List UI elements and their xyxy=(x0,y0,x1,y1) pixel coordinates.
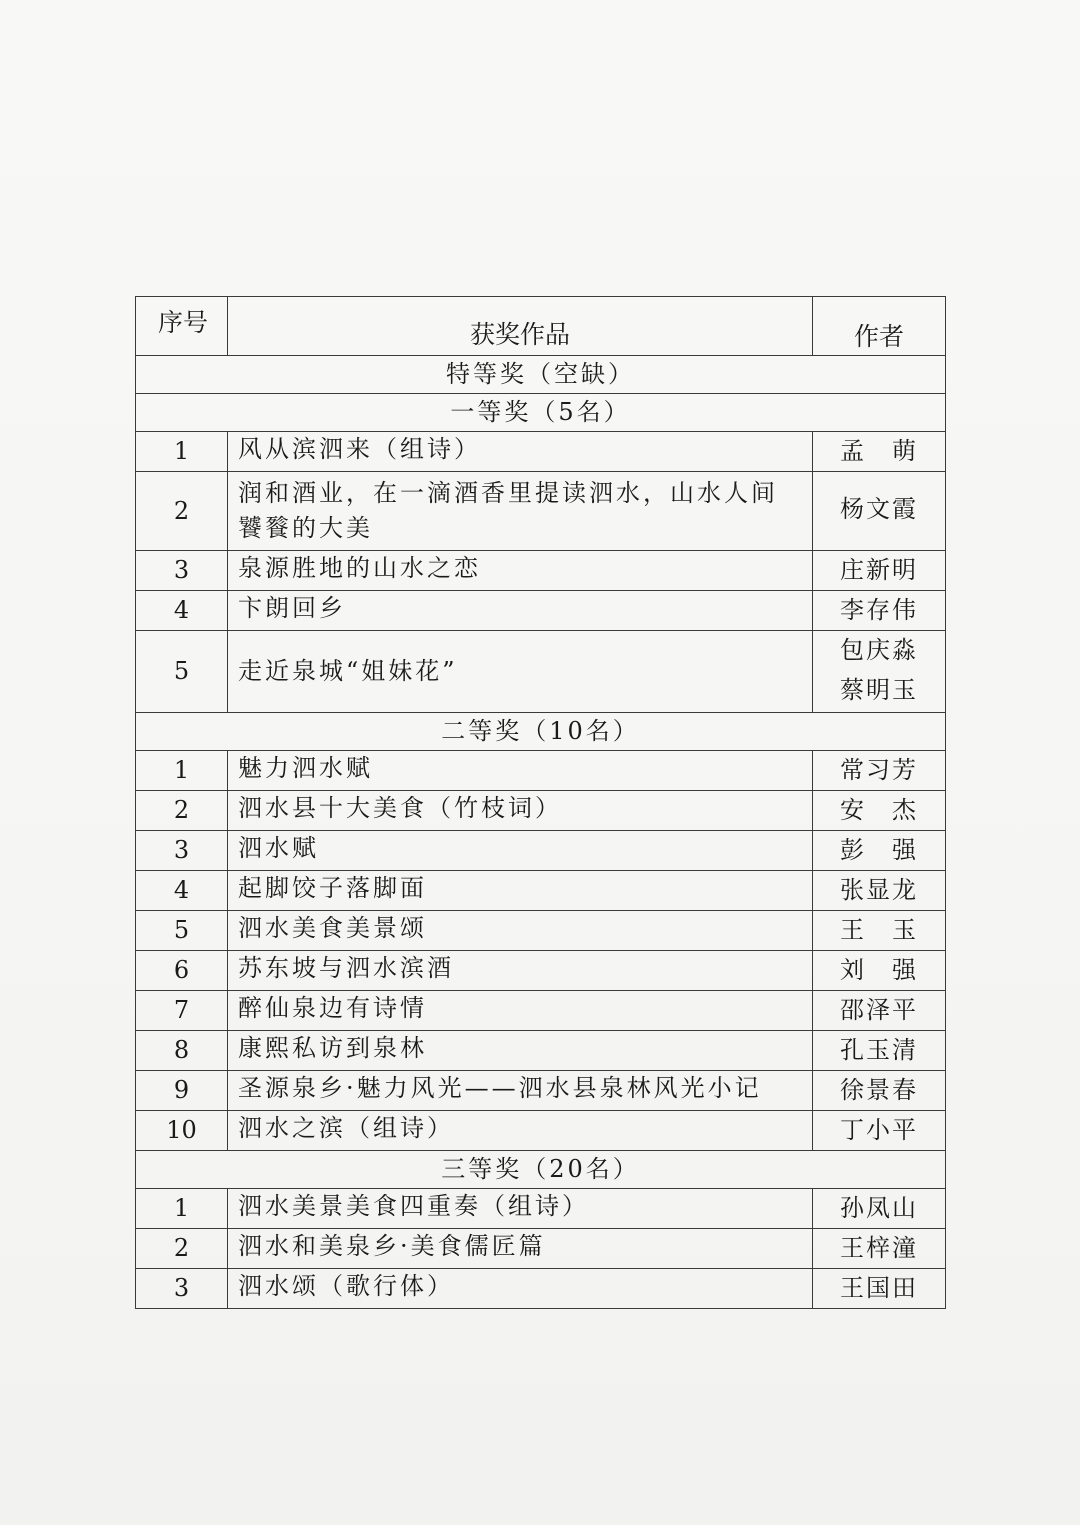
work-title: 风从滨泗来（组诗） xyxy=(228,432,813,472)
author-name: 孔玉清 xyxy=(840,1036,918,1065)
author-cell xyxy=(813,951,946,991)
table-row xyxy=(136,1071,946,1111)
author-cell xyxy=(813,1269,946,1309)
row-number: 3 xyxy=(136,551,228,591)
row-number: 2 xyxy=(136,791,228,831)
row-number: 1 xyxy=(136,751,228,791)
author-name: 常习芳 xyxy=(840,756,918,785)
table-row xyxy=(136,551,946,591)
work-title: 泗水县十大美食（竹枝词） xyxy=(228,791,813,831)
table-row xyxy=(136,1031,946,1071)
author-cell xyxy=(813,1111,946,1151)
work-title: 泗水颂（歌行体） xyxy=(228,1269,813,1309)
row-number: 9 xyxy=(136,1071,228,1111)
author-name: 杨文霞 xyxy=(840,495,918,524)
author-cell xyxy=(813,551,946,591)
work-title: 醉仙泉边有诗情 xyxy=(228,991,813,1031)
header-col-no: 序号 xyxy=(136,297,228,356)
author-cell xyxy=(813,791,946,831)
work-title: 泗水赋 xyxy=(228,831,813,871)
author-name: 王 玉 xyxy=(840,916,918,945)
author-name: 包庆淼 xyxy=(840,636,918,664)
work-title: 起脚饺子落脚面 xyxy=(228,871,813,911)
table-row xyxy=(136,631,946,713)
table-header-row xyxy=(136,297,946,356)
author-cell xyxy=(813,831,946,871)
author-name: 王国田 xyxy=(840,1274,918,1303)
table-row xyxy=(136,951,946,991)
table-row xyxy=(136,1269,946,1309)
author-name: 孟 萌 xyxy=(840,437,918,466)
author-name: 安 杰 xyxy=(840,796,918,825)
header-col-author: 作者 xyxy=(813,297,946,356)
author-name: 邵泽平 xyxy=(840,996,918,1025)
row-number: 7 xyxy=(136,991,228,1031)
row-number: 4 xyxy=(136,591,228,631)
work-title: 魅力泗水赋 xyxy=(228,751,813,791)
award-table xyxy=(135,296,946,1309)
author-name: 王梓潼 xyxy=(840,1234,918,1263)
author-name: 庄新明 xyxy=(840,556,918,585)
row-number: 4 xyxy=(136,871,228,911)
author-cell xyxy=(813,1229,946,1269)
author-cell xyxy=(813,591,946,631)
author-name: 张显龙 xyxy=(840,876,918,905)
author-name: 刘 强 xyxy=(840,956,918,985)
row-number: 5 xyxy=(136,911,228,951)
author-name: 李存伟 xyxy=(840,596,918,625)
author-name: 徐景春 xyxy=(840,1076,918,1105)
author-cell xyxy=(813,432,946,472)
row-number: 3 xyxy=(136,831,228,871)
row-number: 1 xyxy=(136,432,228,472)
table-row xyxy=(136,791,946,831)
table-row xyxy=(136,911,946,951)
table-row xyxy=(136,1189,946,1229)
category-row xyxy=(136,394,946,432)
author-name: 孙凤山 xyxy=(840,1194,918,1223)
author-cell xyxy=(813,472,946,551)
author-cell xyxy=(813,911,946,951)
author-name: 丁小平 xyxy=(840,1116,918,1145)
table-row xyxy=(136,432,946,472)
work-title: 泗水之滨（组诗） xyxy=(228,1111,813,1151)
author-cell xyxy=(813,1071,946,1111)
work-title: 康熙私访到泉林 xyxy=(228,1031,813,1071)
category-row xyxy=(136,713,946,751)
work-title: 泗水和美泉乡·美食儒匠篇 xyxy=(228,1229,813,1269)
author-cell xyxy=(813,1031,946,1071)
table-row xyxy=(136,871,946,911)
work-title: 润和酒业，在一滴酒香里提读泗水，山水人间饕餮的大美 xyxy=(228,472,813,551)
table-row xyxy=(136,591,946,631)
work-title: 圣源泉乡·魅力风光——泗水县泉林风光小记 xyxy=(228,1071,813,1111)
table-body xyxy=(136,356,946,1309)
table-row xyxy=(136,751,946,791)
row-number: 2 xyxy=(136,1229,228,1269)
table-row xyxy=(136,1111,946,1151)
row-number: 5 xyxy=(136,631,228,713)
row-number: 1 xyxy=(136,1189,228,1229)
work-title: 卞朗回乡 xyxy=(228,591,813,631)
work-title: 走近泉城“姐妹花” xyxy=(228,631,813,713)
table-row xyxy=(136,472,946,551)
table-row xyxy=(136,991,946,1031)
category-title: 一等奖（5名） xyxy=(136,394,946,432)
row-number: 10 xyxy=(136,1111,228,1151)
category-title: 二等奖（10名） xyxy=(136,713,946,751)
work-title: 泉源胜地的山水之恋 xyxy=(228,551,813,591)
category-row xyxy=(136,1151,946,1189)
category-row xyxy=(136,356,946,394)
author-cell xyxy=(813,631,946,713)
author-cell xyxy=(813,991,946,1031)
row-number: 8 xyxy=(136,1031,228,1071)
category-title: 特等奖（空缺） xyxy=(136,356,946,394)
author-cell xyxy=(813,871,946,911)
author-cell xyxy=(813,751,946,791)
author-name: 彭 强 xyxy=(840,836,918,865)
table-row xyxy=(136,831,946,871)
category-title: 三等奖（20名） xyxy=(136,1151,946,1189)
author-cell xyxy=(813,1189,946,1229)
work-title: 苏东坡与泗水滨酒 xyxy=(228,951,813,991)
work-title: 泗水美景美食四重奏（组诗） xyxy=(228,1189,813,1229)
row-number: 3 xyxy=(136,1269,228,1309)
header-col-title: 获奖作品 xyxy=(228,297,813,356)
row-number: 6 xyxy=(136,951,228,991)
author-name: 蔡明玉 xyxy=(840,675,918,704)
work-title: 泗水美食美景颂 xyxy=(228,911,813,951)
row-number: 2 xyxy=(136,472,228,551)
table-row xyxy=(136,1229,946,1269)
